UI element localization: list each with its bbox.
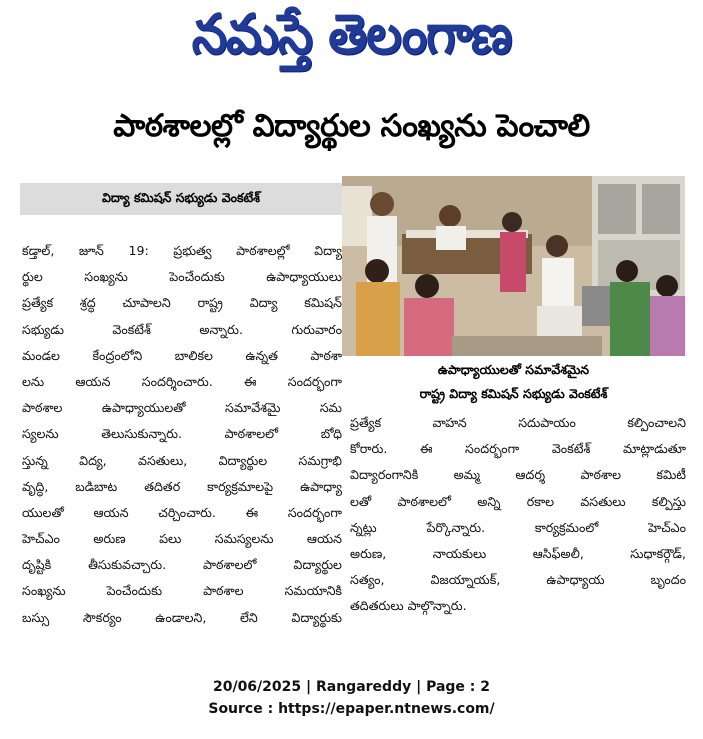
body-line: తదితరులు పాల్గొన్నారు. xyxy=(350,598,467,614)
body-line: విద్యారంగానికి అమ్మ ఆదర్శ పాఠశాల కమిటీ xyxy=(350,467,686,483)
photo-caption-line: ఉపాధ్యాయులతో సమావేశమైన xyxy=(437,362,590,377)
body-line: యులతో ఆయన చర్చించారు. ఈ సందర్భంగా xyxy=(22,504,342,520)
body-line: ర్థుల సంఖ్యను పెంచేందుకు ఉపాధ్యాయులు xyxy=(22,269,342,285)
body-line: వృద్ధి, బడిబాట తదితర కార్యక్రమాలపై ఉపాధ్యా xyxy=(22,478,342,494)
body-line: సత్యం, విజయ్నాయక్, ఉపాధ్యాయ బృందం xyxy=(350,572,686,588)
body-line: లతో పాఠశాలలో అన్ని రకాల వసతులు కల్పిస్తు xyxy=(350,493,686,509)
body-line: పాఠశాల ఉపాధ్యాయులతో సమావేశమై సమ xyxy=(22,400,342,416)
body-line: లను ఆయన సందర్శించారు. ఈ సందర్భంగా xyxy=(22,373,342,389)
body-line: న్నట్లు పేర్కొన్నారు. కార్యక్రమంలో హెచ్ఎం xyxy=(350,519,686,535)
page-footer xyxy=(0,676,703,720)
photo-caption xyxy=(342,358,685,406)
body-line: స్తున్న విద్య, వసతులు, విద్యార్థుల సమగ్రాభి xyxy=(22,452,342,468)
article-photo xyxy=(342,176,685,356)
body-line: బస్సు సౌకర్యం ఉండాలని, లేని విద్యార్థుకు xyxy=(22,609,342,625)
footer-source-link[interactable]: Source : https://epaper.ntnews.com/ xyxy=(208,701,495,717)
body-line: కోరారు. ఈ సందర్భంగా వెంకటేశ్ మాట్లాడుతూ xyxy=(350,441,686,457)
subhead-box xyxy=(20,183,342,215)
body-line: అరుణ, నాయకులు ఆసిఫ్అలీ, సుధాకర్గౌడ్, xyxy=(350,545,686,561)
body-line: సంఖ్యను పెంచేందుకు పాఠశాల సమయానికి xyxy=(22,583,342,599)
masthead xyxy=(0,0,703,82)
body-line: ప్రత్యేక శ్రద్ధ చూపాలని రాష్ట్ర విద్యా కమిషన్ xyxy=(22,295,342,311)
body-line: మండల కేంద్రంలోని బాలికల ఉన్నత పాఠశా xyxy=(22,347,342,363)
body-line: ప్రత్యేక వాహన సదుపాయం కల్పించాలని xyxy=(350,415,686,430)
body-line: హెచ్ఎం అరుణ పలు సమస్యలను ఆయన xyxy=(22,531,342,547)
photo-caption-line: రాష్ట్ర విద్యా కమిషన్ సభ్యుడు వెంకటేశ్ xyxy=(419,386,608,401)
article-headline: పాఠశాలల్లో విద్యార్థుల సంఖ్యను పెంచాలి xyxy=(113,108,590,144)
footer-edition-info: 20/06/2025 | Rangareddy | Page : 2 xyxy=(212,679,491,695)
body-line: దృష్టికి తీసుకువచ్చారు. పాఠశాలలో విద్యార్థుల xyxy=(22,557,342,573)
article-body-left-column xyxy=(22,238,342,631)
body-line: సభ్యుడు వెంకటేశ్ అన్నారు. గురువారం xyxy=(22,321,342,337)
body-line: స్యలను తెలుసుకున్నారు. పాఠశాలలో బోధి xyxy=(22,426,342,442)
article-subhead: విద్యా కమిషన్ సభ్యుడు వెంకటేశ్ xyxy=(101,189,261,205)
article-body-right-column xyxy=(350,410,686,620)
body-line: కడ్తాల్, జూన్ 19: ప్రభుత్వ పాఠశాలల్లో విద్యా xyxy=(22,243,342,258)
masthead-title: నమస్తే తెలంగాణ xyxy=(191,1,512,66)
